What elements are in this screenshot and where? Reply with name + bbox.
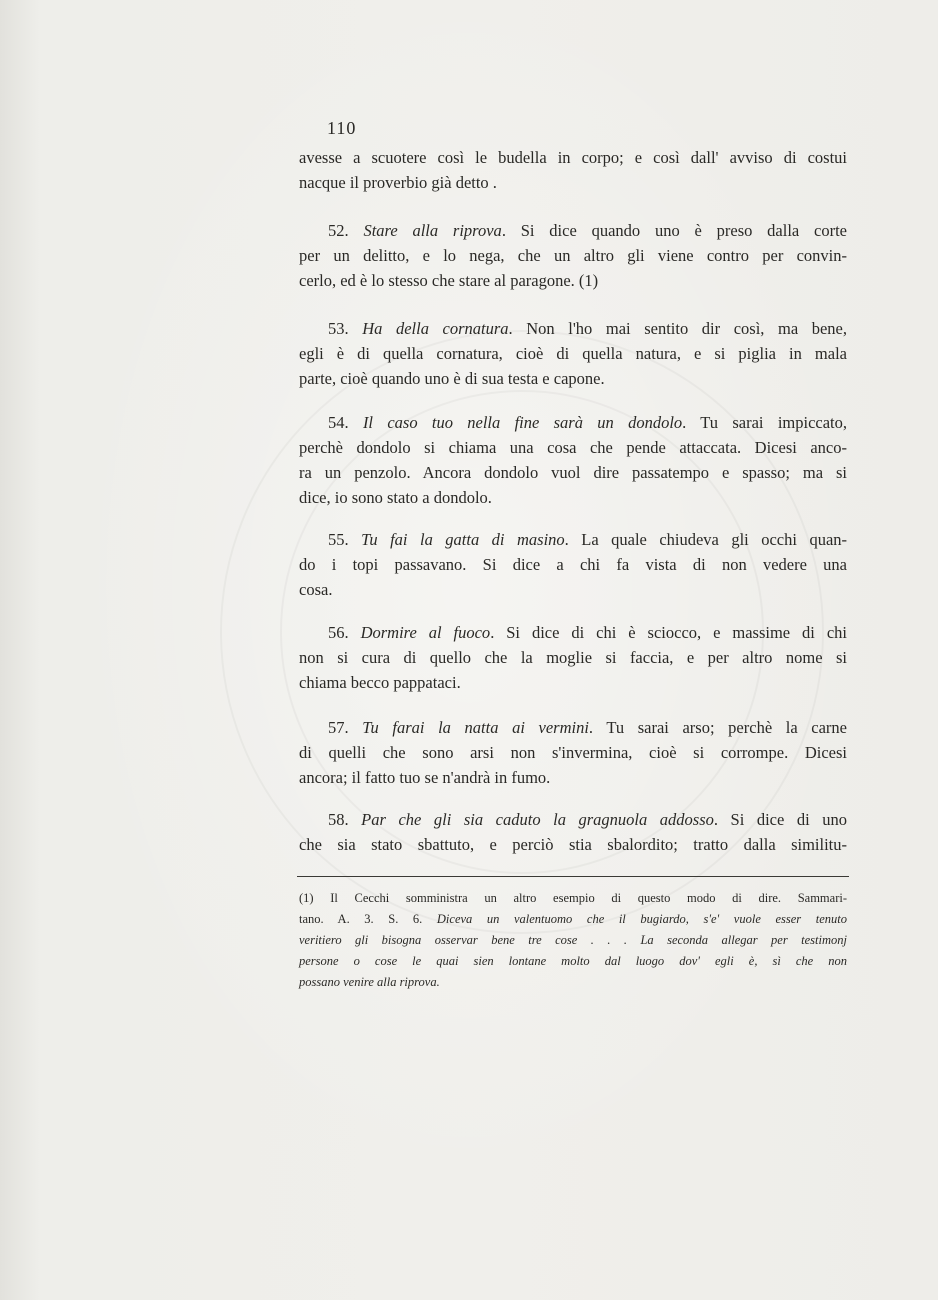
page-number: 110 (327, 118, 357, 138)
text-fragment: . Tu sarai impiccato, (682, 413, 848, 432)
footnote-line (299, 930, 847, 951)
text-line: nacque il proverbio già detto . (299, 173, 497, 192)
text-line: do i topi passavano. Si dice a chi fa vista di non vedere una (299, 555, 847, 574)
entry-first-line (299, 316, 847, 341)
text-line: avesse a scuotere così le budella in corpo; e così dall' avviso di costui (299, 148, 847, 167)
footnote-line (299, 909, 847, 930)
text-line: parte, cioè quando uno è di sua testa e capone. (299, 369, 605, 388)
proverb: Ha della cornatura (362, 319, 509, 338)
footnote-quote: persone o cose le quai sien lontane molto dal luogo dov' egli è, sì che non (299, 954, 847, 968)
entry-number: 54. (328, 413, 349, 432)
entry-number: 52. (328, 221, 349, 240)
text-fragment: . Si dice di uno (713, 810, 847, 829)
text-fragment: . Si dice quando uno è preso dalla corte (501, 221, 848, 240)
entry-52 (299, 218, 847, 293)
entry-53 (299, 316, 847, 391)
footnote-line (299, 972, 847, 993)
proverb: Il caso tuo nella fine sarà un dondolo (362, 413, 683, 432)
text-line: ancora; il fatto tuo se n'andrà in fumo. (299, 768, 551, 787)
entry-55 (299, 527, 847, 602)
text-fragment: . La quale chiudeva gli occhi quan- (564, 530, 848, 549)
entry-54 (299, 410, 847, 510)
intro-paragraph (299, 145, 847, 195)
footnote-rule (297, 876, 849, 877)
text-line: dice, io sono stato a dondolo. (299, 488, 492, 507)
entry-first-line (299, 527, 847, 552)
footnote-quote: possano venire alla riprova. (299, 975, 440, 989)
proverb: Par che gli sia caduto la gragnuola addosso (361, 810, 714, 829)
footnote-line (299, 951, 847, 972)
footnote (299, 888, 847, 993)
footnote-quote: Diceva un valentuomo che il bugiardo, s'e' vuole esser tenuto (436, 912, 847, 926)
text-line: ra un penzolo. Ancora dondolo vuol dire passatempo e spasso; ma si (299, 463, 847, 482)
footnote-citation: tano. A. 3. S. 6. (299, 912, 437, 926)
footnote-line: (1) Il Cecchi somministra un altro esempio di questo modo di dire. Sammari- (299, 891, 847, 905)
proverb: Tu fai la gatta di masino (361, 530, 565, 549)
proverb: Tu farai la natta ai vermini (362, 718, 589, 737)
entry-57 (299, 715, 847, 790)
proverb: Dormire al fuoco (360, 623, 491, 642)
text-fragment: . Non l'ho mai sentito dir così, ma bene, (508, 319, 847, 338)
text-fragment: . Tu sarai arso; perchè la carne (588, 718, 847, 737)
text-line: che sia stato sbattuto, e perciò stia sbalordito; tratto dalla similitu- (299, 835, 847, 854)
proverb: Stare alla riprova (363, 221, 502, 240)
entry-number: 58. (328, 810, 349, 829)
text-line: chiama becco pappataci. (299, 673, 461, 692)
text-line: egli è di quella cornatura, cioè di quella natura, e si piglia in mala (299, 344, 847, 363)
entry-first-line (299, 620, 847, 645)
text-line: cosa. (299, 580, 333, 599)
entry-56 (299, 620, 847, 695)
entry-number: 55. (328, 530, 349, 549)
text-fragment: . Si dice di chi è sciocco, e massime di chi (490, 623, 847, 642)
entry-first-line (299, 715, 847, 740)
text-line: di quelli che sono arsi non s'invermina, cioè si corrompe. Dicesi (299, 743, 847, 762)
text-line: cerlo, ed è lo stesso che stare al paragone. (1) (299, 271, 599, 290)
entry-first-line (299, 807, 847, 832)
entry-number: 53. (328, 319, 349, 338)
footnote-quote: veritiero gli bisogna osservar bene tre cose . . . La seconda allegar per testimonj (299, 933, 847, 947)
text-line: per un delitto, e lo nega, che un altro gli viene contro per convin- (299, 246, 847, 265)
text-line: perchè dondolo si chiama una cosa che pende attaccata. Dicesi anco- (299, 438, 847, 457)
entry-first-line (299, 218, 847, 243)
entry-number: 57. (328, 718, 349, 737)
entry-number: 56. (328, 623, 349, 642)
entry-58 (299, 807, 847, 857)
entry-first-line (299, 410, 847, 435)
text-line: non si cura di quello che la moglie si faccia, e per altro nome si (299, 648, 847, 667)
